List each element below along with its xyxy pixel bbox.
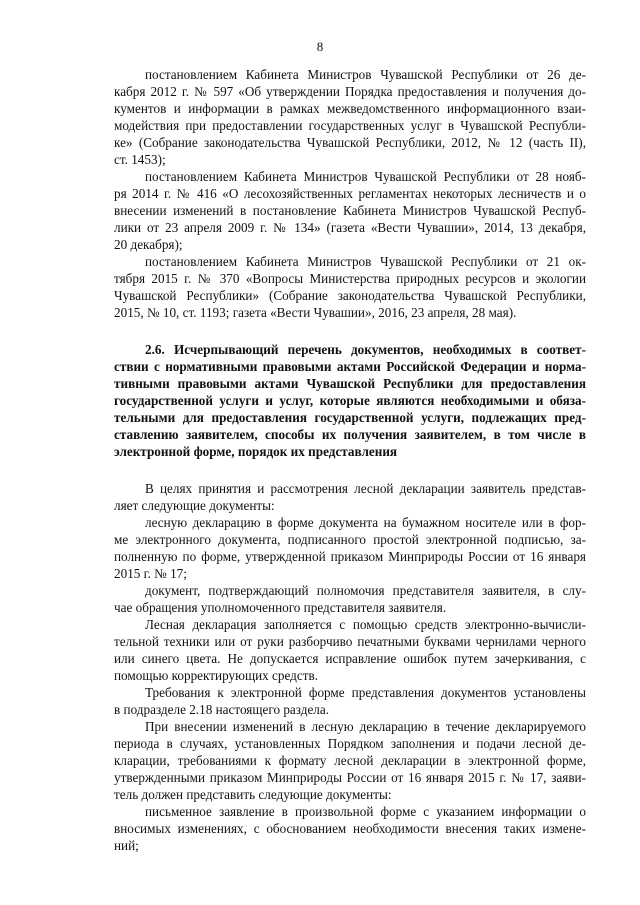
paragraph-line: постановлением Кабинета Министров Чувашской Республики от 26 де- (145, 67, 586, 82)
paragraph-line: тель должен представить следующие документы: (114, 787, 392, 802)
paragraph-line: кументов и информации в рамках межведомственного информационного взаи- (114, 101, 586, 116)
paragraph-line: В целях принятия и рассмотрения лесной декларации заявитель представ- (145, 481, 586, 496)
paragraph-line: 2015, № 10, ст. 1193; газета «Вести Чувашии», 2016, 23 апреля, 28 мая). (114, 305, 517, 320)
paragraph-line: документ, подтверждающий полномочия представителя заявителя, в слу- (145, 583, 586, 598)
paragraph-line: модействия при предоставлении государственных услуг в Чувашской Республи- (114, 118, 586, 133)
paragraph-line: помощью корректирующих средств. (114, 668, 319, 683)
paragraph-line: Лесная декларация заполняется с помощью средств электронно-вычисли- (145, 617, 586, 632)
paragraph-line: чае обращения уполномоченного представителя заявителя. (114, 600, 447, 615)
section-heading-line: 2.6. Исчерпывающий перечень документов, необходимых в соответ- (145, 342, 586, 357)
paragraph-line: ний; (114, 838, 139, 853)
section-heading-line: тивными правовыми актами Чувашской Республики для предоставления (114, 376, 586, 391)
paragraph-line: Чувашской Республики» (Собрание законодательства Чувашской Республики, (114, 288, 586, 303)
paragraph-line: тября 2015 г. № 370 «Вопросы Министерства природных ресурсов и экологии (114, 271, 586, 286)
paragraph-line: лики от 23 апреля 2009 г. № 134» (газета «Вести Чувашии», 2014, 13 декабря, (114, 220, 586, 235)
paragraph-line: 20 декабря); (114, 237, 183, 252)
page-number: 8 (316, 39, 324, 54)
paragraph-line: Требования к электронной форме представления документов установлены (145, 685, 586, 700)
section-heading-line: ставлению заявителем, способы их получения заявителем, в том числе в (114, 427, 586, 442)
paragraph-line: в подразделе 2.18 настоящего раздела. (114, 702, 330, 717)
paragraph-line: постановлением Кабинета Министров Чувашской Республики от 21 ок- (145, 254, 586, 269)
paragraph-line: ря 2014 г. № 416 «О лесохозяйственных регламентах некоторых лесничеств и о (114, 186, 586, 201)
paragraph-line: ме электронного документа, подписанного простой электронной подписью, за- (114, 532, 586, 547)
section-heading-line: тельными для предоставления государственной услуги, подлежащих пред- (114, 410, 586, 425)
paragraph-line: тельной техники или от руки разборчиво печатными буквами чернилами черного (114, 634, 586, 649)
paragraph-line: При внесении изменений в лесную декларацию в течение декларируемого (145, 719, 586, 734)
section-heading-line: государственной услуги и услуг, которые являются необходимыми и обяза- (114, 393, 586, 408)
paragraph-line: лесную декларацию в форме документа на бумажном носителе или в фор- (145, 515, 586, 530)
paragraph-line: ляет следующие документы: (114, 498, 275, 513)
paragraph-line: 2015 г. № 17; (114, 566, 187, 581)
paragraph-line: кабря 2012 г. № 597 «Об утверждении Порядка предоставления и получения до- (114, 84, 586, 99)
section-heading-line: электронной форме, порядок их представления (114, 444, 398, 459)
paragraph-line: кларации, требованиями к формату лесной декларации в электронной форме, (114, 753, 586, 768)
paragraph-line: постановлением Кабинета Министров Чувашской Республики от 28 нояб- (145, 169, 586, 184)
section-heading-line: ствии с нормативными правовыми актами Российской Федерации и норма- (114, 359, 586, 374)
paragraph-line: или синего цвета. Не допускается исправление ошибок путем зачеркивания, с (114, 651, 586, 666)
paragraph-line: ст. 1453); (114, 152, 166, 167)
paragraph-line: периода в случаях, установленных Порядком заполнения и подачи лесной де- (114, 736, 586, 751)
paragraph-line: утвержденными приказом Минприроды России от 16 января 2015 г. № 17, заяви- (114, 770, 586, 785)
paragraph-line: письменное заявление в произвольной форме с указанием информации о (145, 804, 586, 819)
paragraph-line: вносимых изменениях, с обоснованием необходимости внесения таких измене- (114, 821, 586, 836)
paragraph-line: внесении изменений в постановление Кабинета Министров Чувашской Респуб- (114, 203, 586, 218)
paragraph-line: полненную по форме, утвержденной приказом Минприроды России от 16 января (114, 549, 586, 564)
paragraph-line: ке» (Собрание законодательства Чувашской Республики, 2012, № 12 (часть II), (114, 135, 586, 150)
